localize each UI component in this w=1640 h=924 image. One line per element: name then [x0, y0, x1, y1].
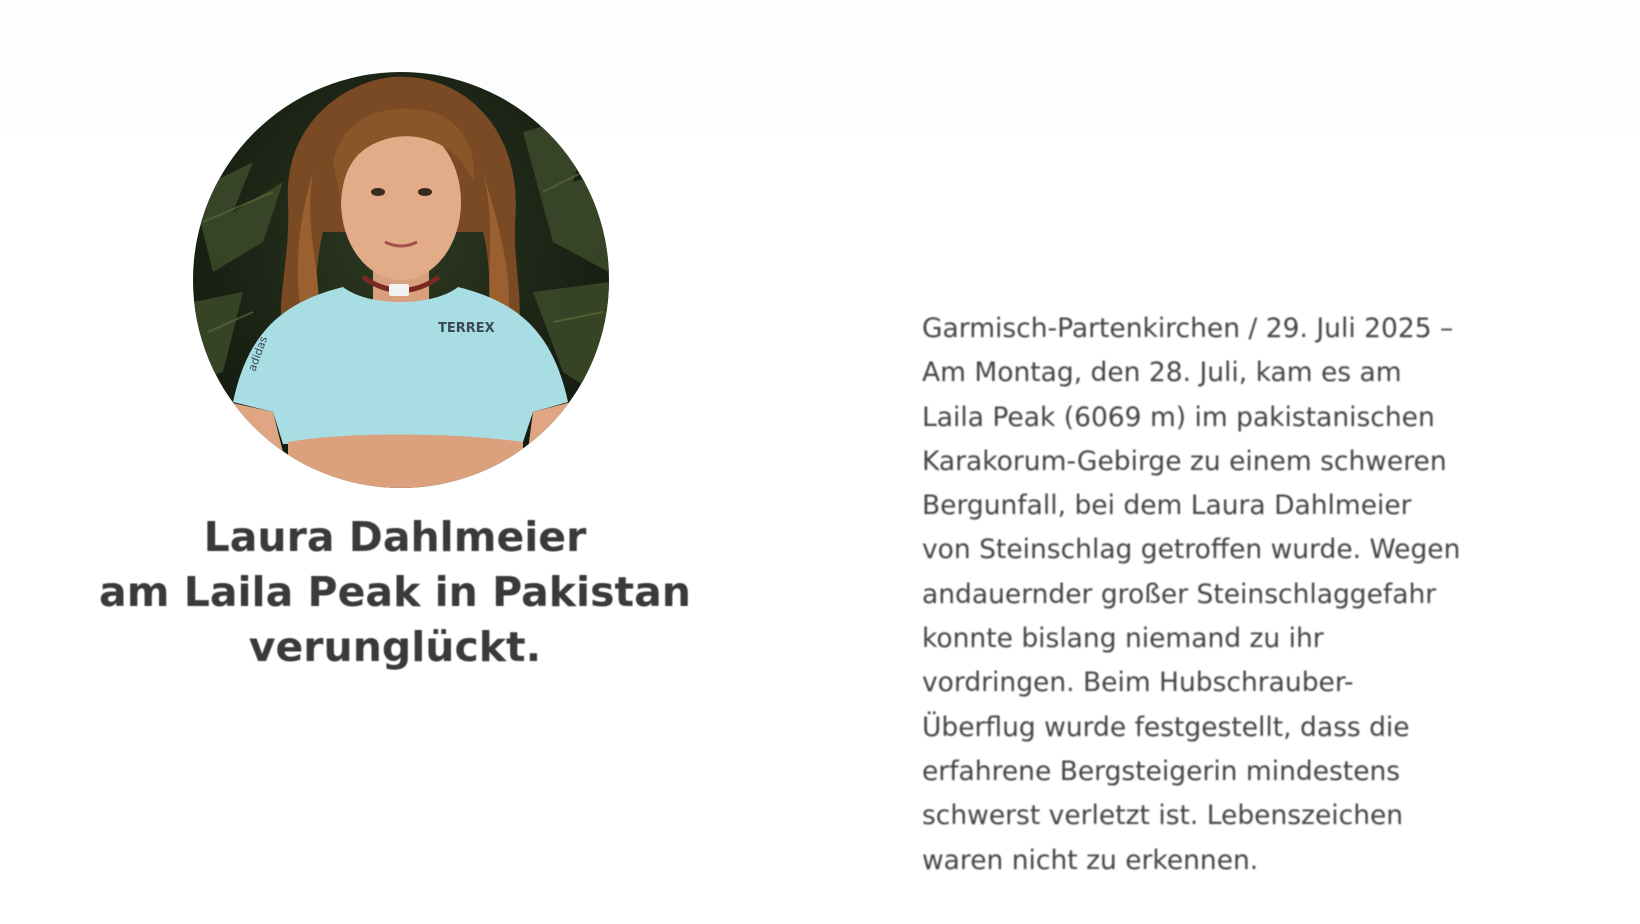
article-line: Bergunfall, bei dem Laura Dahlmeier [922, 490, 1412, 522]
article-line: Garmisch-Partenkirchen / 29. Juli 2025 – [922, 313, 1454, 344]
headline [40, 510, 750, 675]
sleeve-logo: adidas [245, 334, 271, 374]
article-line: Am Montag, den 28. Juli, kam es am [922, 357, 1402, 389]
article-line: Überflug wurde festgestellt, dass die [922, 711, 1410, 743]
top-band [0, 0, 1640, 136]
headline-line-2: am Laila Peak in Pakistan [99, 568, 691, 616]
headline-line-1: Laura Dahlmeier [203, 513, 587, 561]
article-line: Karakorum-Gebirge zu einem schweren [922, 445, 1447, 477]
article-line: vordringen. Beim Hubschrauber- [922, 667, 1354, 699]
article-text [922, 307, 1622, 883]
headline-line-3: verunglückt. [248, 623, 542, 671]
portrait-photo [193, 72, 609, 488]
article-line: erfahrene Bergsteigerin mindestens [922, 755, 1401, 787]
article-line: andauernder großer Steinschlaggefahr [922, 578, 1437, 610]
article-line: von Steinschlag getroffen wurde. Wegen [922, 534, 1461, 566]
article-line: Laila Peak (6069 m) im pakistanischen [922, 401, 1435, 433]
article-line: schwerst verletzt ist. Lebenszeichen [922, 800, 1404, 832]
article-line: konnte bislang niemand zu ihr [922, 623, 1324, 655]
person-portrait-icon [193, 72, 609, 488]
article-line: waren nicht zu erkennen. [922, 844, 1259, 876]
shirt-logo: TERREX [438, 321, 495, 336]
